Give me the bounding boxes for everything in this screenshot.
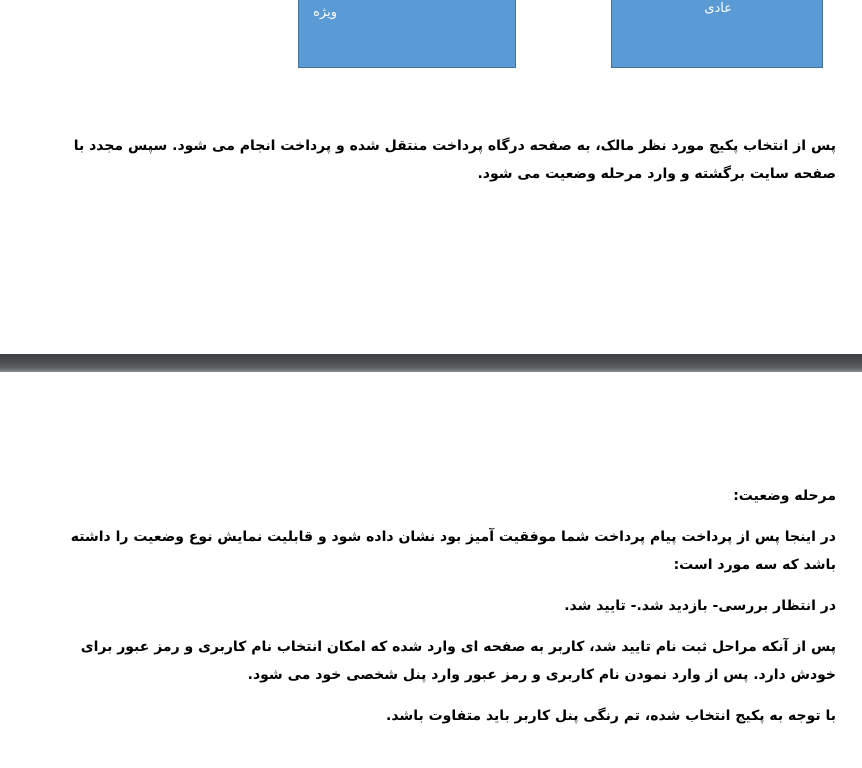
payment-paragraph [74,132,836,188]
registration-line-1: پس از آنکه مراحل ثبت نام تایید شد، کاربر به صفحه ای وارد شده که امکان انتخاب نام کاربری و رمز عبور برای [80,639,836,655]
status-heading: مرحله وضعیت: [733,488,836,504]
payment-paragraph-line-2: صفحه سایت برگشته و وارد مرحله وضعیت می شود. [477,166,836,182]
document-page-1 [0,0,862,354]
theme-paragraph: با توجه به پکیج انتخاب شده، تم رنگی پنل کاربر باید متفاوت باشد. [386,708,836,724]
status-list-line: در انتظار بررسی- بازدید شد.- تایید شد. [564,598,836,614]
status-intro-line-2: باشد که سه مورد است: [673,557,836,573]
special-package-label: ویژه [313,5,337,20]
page-separator [0,354,862,372]
normal-package-box [611,0,823,68]
registration-paragraph [81,633,836,689]
status-intro-paragraph [71,523,836,579]
status-intro-line-1: در اینجا پس از پرداخت پیام پرداخت شما موفقیت آمیز بود نشان داده شود و قابلیت نمایش نوع وضعیت را داشته [70,529,836,545]
special-package-box [298,0,516,68]
payment-paragraph-line-1: پس از انتخاب پکیج مورد نظر مالک، به صفحه درگاه پرداخت منتقل شده و پرداخت انجام می شود. سپس مجدد با [73,138,836,154]
document-page-2 [0,372,862,768]
registration-line-2: خودش دارد. پس از وارد نمودن نام کاربری و رمز عبور وارد پنل شخصی خود می شود. [247,667,836,683]
normal-package-label: عادی [704,1,732,16]
